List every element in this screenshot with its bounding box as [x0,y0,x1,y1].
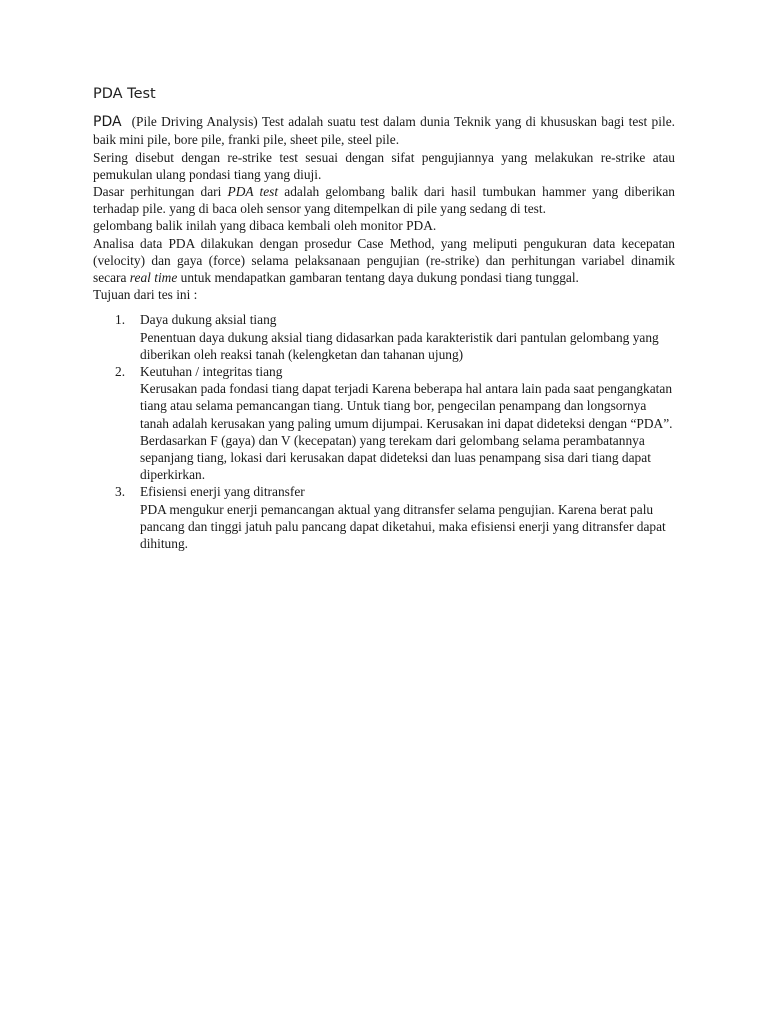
list-item-body: PDA mengukur enerji pemancangan aktual yang ditransfer selama pengujian. Karena berat palu pancang dan tinggi jatuh palu pancang dapat diketahui, maka efisiensi enerji yang ditransfer dapat dihitung. [140,501,666,552]
list-item-heading: Efisiensi enerji yang ditransfer [140,484,305,500]
page-title: PDA Test [93,86,156,102]
paragraph-analysis [93,235,675,287]
list-item [93,311,675,363]
paragraph-monitor: gelombang balik inilah yang dibaca kembali oleh monitor PDA. [93,218,437,234]
paragraph-basis [93,183,675,217]
intro-text: (Pile Driving Analysis) Test adalah suatu test dalam dunia Teknik yang di khususkan bagi test pile. baik mini pile, bore pile, franki pile, sheet pile, steel pile. [93,114,675,148]
analysis-text-before: Analisa data PDA dilakukan dengan prosedur Case Method, yang meliputi pengukuran data kecepatan (velocity) dan gaya (force) selama pelaksanaan pengujian (re-strike) dan perhitungan variabel dinamik secara [93,235,675,286]
document-page [93,86,675,552]
list-item-body: Penentuan daya dukung aksial tiang didasarkan pada karakteristik dari pantulan gelombang yang diberikan oleh reaksi tanah (kelengketan dan tahanan ujung) [140,329,659,362]
list-item-number: 1. [115,312,126,328]
list-item-number: 3. [115,484,126,500]
list-item [93,363,675,483]
basis-text-after: adalah gelombang balik dari hasil tumbukan hammer yang diberikan terhadap pile. yang di baca oleh sensor yang ditempelkan di pile yang sedang di test. [93,184,675,217]
basis-text-before: Dasar perhitungan dari [93,184,228,200]
analysis-emphasis: real time [129,270,178,286]
basis-emphasis: PDA test [227,184,279,200]
list-item-heading: Daya dukung aksial tiang [140,312,277,328]
list-item [93,483,675,552]
list-item-number: 2. [115,364,126,380]
paragraph-restrike: Sering disebut dengan re-strike test sesuai dengan sifat pengujiannya yang melakukan re-strike atau pemukulan ulang pondasi tiang yang diuji. [93,149,675,182]
purpose-list [93,311,675,552]
list-item-body: Kerusakan pada fondasi tiang dapat terjadi Karena beberapa hal antara lain pada saat pengangkatan tiang atau selama pemancangan tiang. Untuk tiang bor, pengecilan penampang dan longsornya tanah adalah kerusakan yang paling umum dijumpai. Kerusakan ini dapat dideteksi dengan “PDA”. Berdasarkan F (gaya) dan V (kecepatan) yang terekam dari gelombang selama perambatannya sepanjang tiang, lokasi dari kerusakan dapat dideteksi dan luas penampang sisa dari tiang dapat diperkirkan. [140,381,673,483]
intro-paragraph [93,113,675,148]
list-item-heading: Keutuhan / integritas tiang [140,364,283,380]
paragraph-purpose: Tujuan dari tes ini : [93,287,198,303]
analysis-text-after: untuk mendapatkan gambaran tentang daya dukung pondasi tiang tunggal. [177,270,579,286]
intro-lead: PDA [93,114,122,131]
